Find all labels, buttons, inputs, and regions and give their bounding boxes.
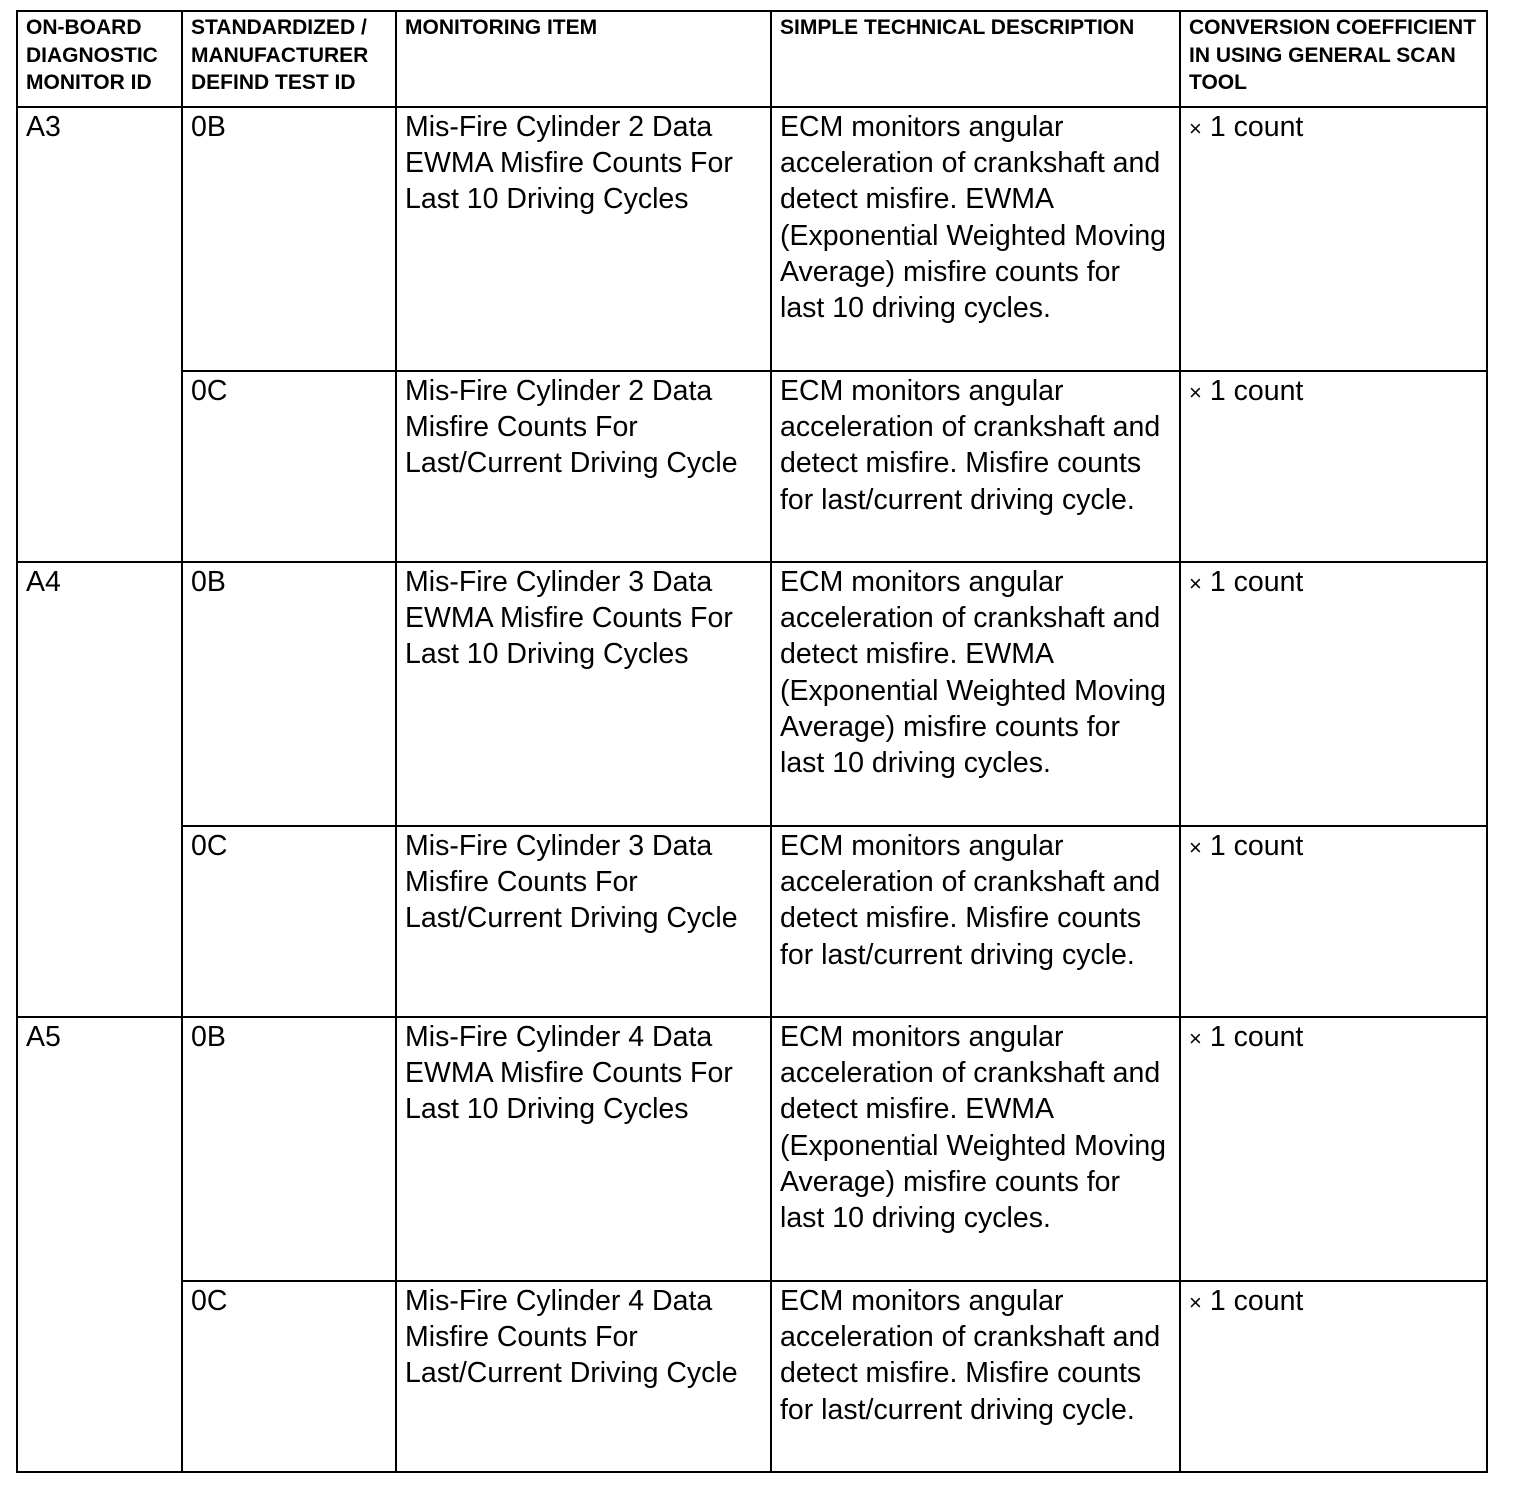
table-row: [17, 826, 1487, 1017]
conversion-cell: [1180, 1281, 1487, 1472]
header-test-id: STANDARDIZED / MANUFACTURER DEFIND TEST ID: [182, 11, 396, 107]
conversion-cell: [1180, 1017, 1487, 1281]
table-header: [17, 11, 1487, 107]
monitoring-item-cell: Mis-Fire Cylinder 3 Data EWMA Misfire Counts For Last 10 Driving Cycles: [396, 562, 771, 826]
header-monitoring-item: MONITORING ITEM: [396, 11, 771, 107]
description-cell: ECM monitors angular acceleration of crankshaft and detect misfire. Misfire counts for last/current driving cycle.: [771, 1281, 1180, 1472]
conversion-value: 1 count: [1209, 1021, 1304, 1053]
monitor-id-cell: A4: [17, 562, 182, 1017]
misfire-monitor-table: [16, 10, 1488, 1473]
conversion-value: 1 count: [1209, 1285, 1304, 1317]
description-cell: ECM monitors angular acceleration of crankshaft and detect misfire. EWMA (Exponential Weighted Moving Average) misfire counts for last 10 driving cycles.: [771, 562, 1180, 826]
conversion-cell: [1180, 562, 1487, 826]
test-id-cell: 0B: [182, 562, 396, 826]
multiply-icon: ×: [1189, 1026, 1202, 1051]
conversion-cell: [1180, 371, 1487, 562]
header-monitor-id: ON-BOARD DIAGNOSTIC MONITOR ID: [17, 11, 182, 107]
conversion-cell: [1180, 826, 1487, 1017]
test-id-cell: 0C: [182, 826, 396, 1017]
description-cell: ECM monitors angular acceleration of crankshaft and detect misfire. EWMA (Exponential Weighted Moving Average) misfire counts for last 10 driving cycles.: [771, 1017, 1180, 1281]
table-row: [17, 1017, 1487, 1281]
monitoring-item-cell: Mis-Fire Cylinder 4 Data EWMA Misfire Counts For Last 10 Driving Cycles: [396, 1017, 771, 1281]
test-id-cell: 0B: [182, 1017, 396, 1281]
monitoring-item-cell: Mis-Fire Cylinder 4 Data Misfire Counts For Last/Current Driving Cycle: [396, 1281, 771, 1472]
table-row: [17, 1281, 1487, 1472]
header-conversion: CONVERSION COEFFICIENT IN USING GENERAL SCAN TOOL: [1180, 11, 1487, 107]
conversion-value: 1 count: [1209, 111, 1304, 143]
multiply-icon: ×: [1189, 1290, 1202, 1315]
monitoring-item-cell: Mis-Fire Cylinder 2 Data EWMA Misfire Counts For Last 10 Driving Cycles: [396, 107, 771, 371]
conversion-value: 1 count: [1209, 830, 1304, 862]
test-id-cell: 0B: [182, 107, 396, 371]
monitor-id-cell: A3: [17, 107, 182, 562]
conversion-cell: [1180, 107, 1487, 371]
test-id-cell: 0C: [182, 371, 396, 562]
table-row: [17, 371, 1487, 562]
header-description: SIMPLE TECHNICAL DESCRIPTION: [771, 11, 1180, 107]
multiply-icon: ×: [1189, 116, 1202, 141]
description-cell: ECM monitors angular acceleration of crankshaft and detect misfire. EWMA (Exponential Weighted Moving Average) misfire counts for last 10 driving cycles.: [771, 107, 1180, 371]
table-row: [17, 562, 1487, 826]
test-id-cell: 0C: [182, 1281, 396, 1472]
description-cell: ECM monitors angular acceleration of crankshaft and detect misfire. Misfire counts for last/current driving cycle.: [771, 371, 1180, 562]
monitor-id-cell: A5: [17, 1017, 182, 1472]
table-row: [17, 107, 1487, 371]
description-cell: ECM monitors angular acceleration of crankshaft and detect misfire. Misfire counts for last/current driving cycle.: [771, 826, 1180, 1017]
conversion-value: 1 count: [1209, 566, 1304, 598]
multiply-icon: ×: [1189, 571, 1202, 596]
header-row: [17, 11, 1487, 107]
multiply-icon: ×: [1189, 380, 1202, 405]
multiply-icon: ×: [1189, 835, 1202, 860]
monitoring-item-cell: Mis-Fire Cylinder 2 Data Misfire Counts For Last/Current Driving Cycle: [396, 371, 771, 562]
conversion-value: 1 count: [1209, 375, 1304, 407]
monitoring-item-cell: Mis-Fire Cylinder 3 Data Misfire Counts For Last/Current Driving Cycle: [396, 826, 771, 1017]
table-body: [17, 107, 1487, 1472]
